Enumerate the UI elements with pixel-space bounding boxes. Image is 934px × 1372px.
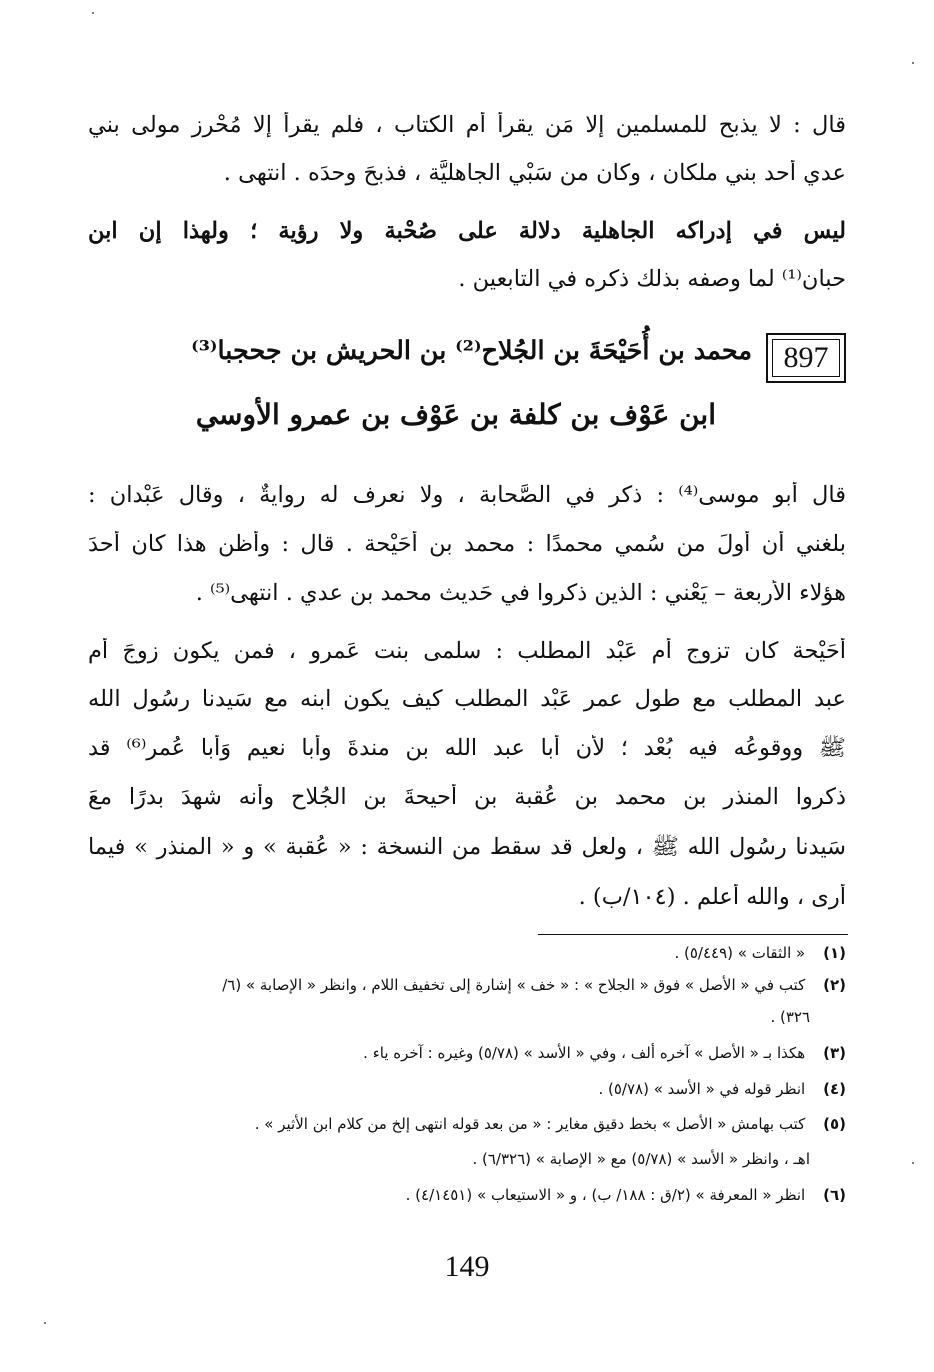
footnote-text: كتب بهامش « الأصل » بخط دقيق مغاير : « من بعد قوله انتهى إلخ من كلام ابن الأثير » .	[254, 1115, 806, 1133]
footnote	[86, 976, 846, 994]
scan-speck	[44, 1322, 46, 1324]
footnote-text: انظر « المعرفة » (٢/ق : ١٨٨/ ب) ، و « الاستيعاب » (٤/١٤٥١) .	[405, 1186, 806, 1204]
body-line: سَيدنا رسُول الله ﷺ ، ولعل قد سقط من النسخة : « عُقبة » و « المنذر » فيما	[88, 834, 846, 860]
footnote-continuation: اهـ ، وانظر « الأسد » (٥/٧٨) مع « الإصابة » (٦/٣٢٦) .	[472, 1150, 810, 1168]
footnote-number: (١)	[823, 944, 846, 962]
body-line: حبان⁽¹⁾ لما وصفه بذلك ذكره في التابعين .	[458, 266, 846, 292]
footnote	[86, 1115, 846, 1133]
body-line: ذكروا المنذر بن محمد بن عُقبة بن أُحيحةَ بن الجُلاح وأنه شهدَ بدرًا معَ	[88, 784, 846, 810]
footnote	[86, 944, 846, 962]
body-line: بلغني أن أولَ من سُمي محمدًا : محمد بن أُحَيْحة . قال : وأظن هذا كان أحدَ	[88, 531, 846, 557]
footnote-text: كتب في « الأصل » فوق « الجلاح » : « خف » إشارة إلى تخفيف اللام ، وانظر « الإصابة » (٦/	[222, 976, 806, 994]
footnote	[86, 1044, 846, 1062]
footnote-number: (٥)	[823, 1115, 846, 1133]
page-number: 149	[444, 1250, 490, 1283]
body-line: هؤلاء الأربعة – يَعْني : الذين ذكروا في حَديث محمد بن عدي . انتهى⁽⁵⁾ .	[195, 580, 846, 606]
body-line: ﷺ ووقوعُه فيه بُعْد ؛ لأن أبا عبد الله بن مندةَ وأبا نعيم وَأبا عُمر⁽⁶⁾ قد	[88, 735, 846, 761]
body-line: أرى ، والله أعلم . (١٠٤/ب) .	[578, 884, 846, 910]
scan-speck	[912, 62, 914, 64]
footnote-number: (٦)	[823, 1186, 846, 1204]
footnote-number: (٤)	[823, 1080, 846, 1098]
footnote	[86, 1186, 846, 1204]
body-line: قال أبو موسى⁽⁴⁾ : ذكر في الصَّحابة ، ولا نعرف له روايةٌ ، وقال عَبْدان :	[88, 482, 846, 508]
footnote-text: انظر قوله في « الأسد » (٥/٧٨) .	[598, 1080, 806, 1098]
body-line: عدي أحد بني ملكان ، وكان من سَبْي الجاهليَّة ، فذبحَ وحدَه . انتهى .	[223, 160, 846, 186]
body-line: أُحَيْحة كان تزوج أم عَبْد المطلب : سلمى بنت عَمرو ، فمن يكون زوجَ أم	[88, 638, 846, 664]
entry-title-line1: محمد بن أُحَيْحَةَ بن الجُلاح⁽²⁾ بن الحريش بن جحجبا⁽³⁾	[191, 336, 752, 366]
body-line: عبد المطلب مع طول عمر عَبْد المطلب كيف يكون ابنه مع سَيدنا رسُول الله	[88, 686, 846, 712]
footnote	[86, 1080, 846, 1098]
scan-speck	[912, 1162, 914, 1164]
footnote-text: هكذا بـ « الأصل » آخره ألف ، وفي « الأسد » (٥/٧٨) وغيره : آخره ياء .	[363, 1044, 806, 1062]
footnote-number: (٣)	[823, 1044, 846, 1062]
footnote-rule	[538, 934, 848, 935]
entry-number: 897	[783, 341, 829, 374]
footnote-number: (٢)	[823, 976, 846, 994]
body-line: ليس في إدراكه الجاهلية دلالة على صُحْبة ولا رؤية ؛ ولهذا إن ابن	[88, 218, 846, 244]
footnote-continuation: ٣٢٦) .	[770, 1008, 810, 1026]
entry-title-line2: ابن عَوْف بن كلفة بن عَوْف بن عمرو الأوسي	[195, 398, 716, 431]
entry-number-box	[766, 333, 846, 383]
footnote-text: « الثقات » (٥/٤٤٩) .	[674, 944, 806, 962]
scan-speck	[92, 12, 94, 14]
body-line: قال : لا يذبح للمسلمين إلا مَن يقرأ أم الكتاب ، فلم يقرأ إلا مُحْرز مولى بني	[88, 112, 846, 138]
